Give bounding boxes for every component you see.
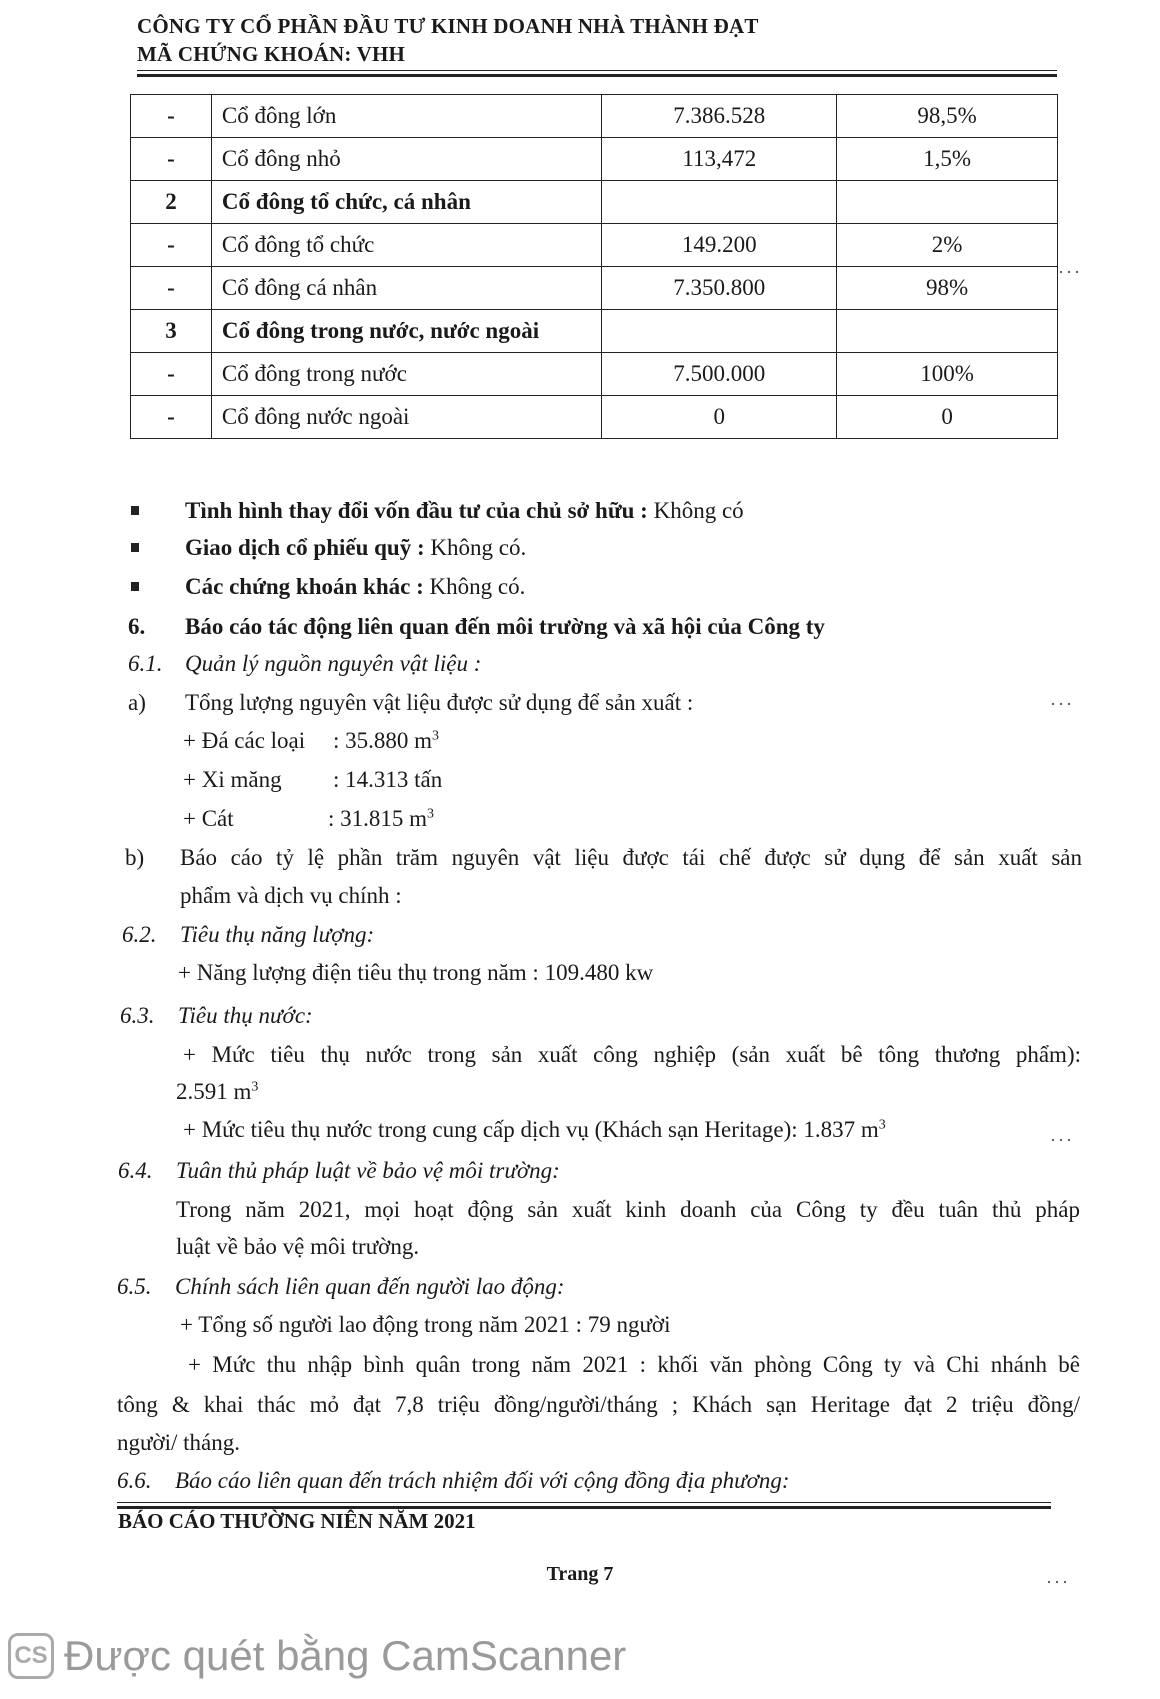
scan-artifact: ··· — [1050, 1130, 1074, 1150]
row-percent-cell: 2% — [837, 224, 1058, 267]
scan-artifact: ··· — [1058, 262, 1082, 282]
labor-line: + Tổng số người lao động trong năm 2021 : 79 người — [180, 1312, 671, 1337]
shareholder-table — [130, 94, 1058, 439]
row-number-cell: - — [131, 353, 212, 396]
table-row — [131, 181, 1058, 224]
row-value-cell: 7.350.800 — [602, 267, 837, 310]
subsection-number: 6.4. — [118, 1158, 153, 1183]
document-header — [137, 12, 1057, 68]
stock-code: MÃ CHỨNG KHOÁN: VHH — [137, 42, 406, 66]
item-text: Báo cáo tỷ lệ phần trăm nguyên vật liệu được tái chế được sử dụng để sản xuất sản — [180, 845, 1082, 870]
row-label-cell: Cổ đông nước ngoài — [211, 396, 601, 439]
header-rule — [137, 70, 1057, 77]
row-number-cell: 3 — [131, 310, 212, 353]
camscanner-logo-icon: CS — [8, 1633, 54, 1679]
table-row — [131, 353, 1058, 396]
table-row — [131, 138, 1058, 181]
material-value: : 35.880 $m^3$ — [333, 728, 440, 753]
section-number: 6. — [128, 614, 146, 639]
subsection-title: Báo cáo liên quan đến trách nhiệm đối với cộng đồng địa phương: — [175, 1468, 790, 1493]
bullet-item: Các chứng khoán khác : Không có. — [185, 574, 526, 599]
row-percent-cell: 0 — [837, 396, 1058, 439]
camscanner-watermark — [8, 1632, 626, 1680]
row-value-cell: 7.500.000 — [602, 353, 837, 396]
row-number-cell: - — [131, 267, 212, 310]
table-row — [131, 310, 1058, 353]
paragraph-line: luật về bảo vệ môi trường. — [176, 1234, 420, 1259]
row-number-cell: - — [131, 138, 212, 181]
table-row — [131, 95, 1058, 138]
row-value-cell: 149.200 — [602, 224, 837, 267]
material-name: + Cát — [183, 806, 234, 831]
row-label-cell: Cổ đông nhỏ — [211, 138, 601, 181]
company-name: CÔNG TY CỔ PHẦN ĐẦU TƯ KINH DOANH NHÀ THÀNH ĐẠT — [137, 14, 759, 38]
row-percent-cell — [837, 310, 1058, 353]
row-label-cell: Cổ đông tổ chức — [211, 224, 601, 267]
table-row — [131, 396, 1058, 439]
row-value-cell: 7.386.528 — [602, 95, 837, 138]
row-label-cell: Cổ đông lớn — [211, 95, 601, 138]
subsection-title: Tiêu thụ nước: — [178, 1003, 313, 1028]
subsection-number: 6.6. — [117, 1468, 152, 1493]
row-percent-cell: 100% — [837, 353, 1058, 396]
water-line: 2.591 $m^3$ — [176, 1079, 259, 1104]
material-value: : 14.313 tấn — [333, 767, 443, 792]
row-percent-cell: 98,5% — [837, 95, 1058, 138]
row-percent-cell: 1,5% — [837, 138, 1058, 181]
subsection-title: Quản lý nguồn nguyên vật liệu : — [185, 651, 482, 676]
row-number-cell: - — [131, 95, 212, 138]
row-label-cell: Cổ đông trong nước — [211, 353, 601, 396]
row-label-cell: Cổ đông tổ chức, cá nhân — [211, 181, 601, 224]
scan-artifact: ··· — [1050, 694, 1074, 714]
row-label-cell: Cổ đông trong nước, nước ngoài — [211, 310, 601, 353]
water-line: + Mức tiêu thụ nước trong sản xuất công nghiệp (sản xuất bê tông thương phẩm): — [183, 1042, 1081, 1067]
labor-line: người/ tháng. — [117, 1430, 241, 1455]
row-label-cell: Cổ đông cá nhân — [211, 267, 601, 310]
subsection-title: Tuân thủ pháp luật về bảo vệ môi trường: — [176, 1158, 560, 1183]
bullet-item: Tình hình thay đổi vốn đầu tư của chủ sở hữu : Không có — [185, 498, 744, 523]
bullet-item: Giao dịch cổ phiếu quỹ : Không có. — [185, 535, 527, 560]
report-title: BÁO CÁO THƯỜNG NIÊN NĂM 2021 — [118, 1509, 476, 1533]
subsection-number: 6.1. — [128, 651, 163, 676]
water-line: + Mức tiêu thụ nước trong cung cấp dịch vụ (Khách sạn Heritage): 1.837 $m^3$ — [183, 1117, 886, 1142]
subsection-title: Tiêu thụ năng lượng: — [180, 922, 375, 947]
row-percent-cell: 98% — [837, 267, 1058, 310]
row-value-cell — [602, 181, 837, 224]
subsection-number: 6.5. — [117, 1274, 152, 1299]
row-number-cell: - — [131, 396, 212, 439]
row-value-cell: 0 — [602, 396, 837, 439]
material-value: : 31.815 $m^3$ — [328, 806, 435, 831]
row-number-cell: - — [131, 224, 212, 267]
subsection-title: Chính sách liên quan đến người lao động: — [175, 1274, 565, 1299]
material-name: + Xi măng — [183, 767, 282, 792]
energy-line: + Năng lượng điện tiêu thụ trong năm : 109.480 kw — [178, 960, 654, 985]
row-value-cell — [602, 310, 837, 353]
bullet-icon — [131, 543, 139, 552]
subsection-number: 6.3. — [120, 1003, 155, 1028]
camscanner-text: Được quét bằng CamScanner — [64, 1632, 627, 1679]
labor-line: + Mức thu nhập bình quân trong năm 2021 : khối văn phòng Công ty và Chi nhánh bê — [188, 1352, 1080, 1377]
row-number-cell: 2 — [131, 181, 212, 224]
row-percent-cell — [837, 181, 1058, 224]
item-marker: b) — [125, 845, 145, 870]
paragraph-line: Trong năm 2021, mọi hoạt động sản xuất kinh doanh của Công ty đều tuân thủ pháp — [176, 1197, 1080, 1222]
section-title: Báo cáo tác động liên quan đến môi trường và xã hội của Công ty — [185, 614, 825, 639]
table-row — [131, 224, 1058, 267]
row-value-cell: 113,472 — [602, 138, 837, 181]
footer-rule — [117, 1502, 1051, 1509]
item-text: phẩm và dịch vụ chính : — [180, 883, 402, 908]
table-row — [131, 267, 1058, 310]
bullet-icon — [131, 582, 139, 591]
bullet-icon — [131, 506, 139, 515]
item-marker: a) — [128, 690, 146, 715]
subsection-number: 6.2. — [122, 922, 157, 947]
scan-artifact: ··· — [1046, 1572, 1070, 1592]
item-text: Tổng lượng nguyên vật liệu được sử dụng để sản xuất : — [185, 690, 694, 715]
material-name: + Đá các loại — [183, 728, 306, 753]
labor-line: tông & khai thác mỏ đạt 7,8 triệu đồng/người/tháng ; Khách sạn Heritage đạt 2 triệu đồng/ — [117, 1392, 1080, 1417]
page-number: Trang 7 — [546, 1563, 614, 1585]
